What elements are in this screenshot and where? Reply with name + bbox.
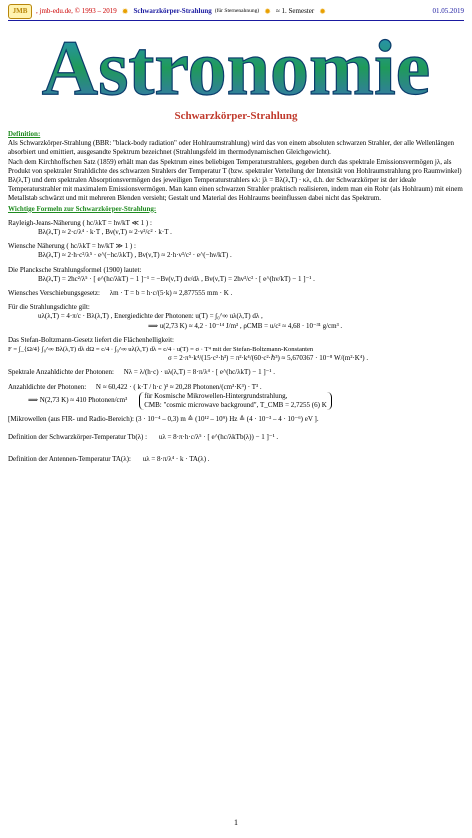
density-equation-2: ⟹ u(2,73 K) ≈ 4,2 · 10⁻¹⁴ J/m³ , ρCMB = u/c² ≈ 4,68 · 10⁻³¹ g/cm³ . <box>148 321 343 330</box>
definition-heading: Definition: <box>8 130 41 138</box>
microwave-range: [Mikrowellen (aus FIR- und Radio-Bereich): (3 · 10⁻⁴ – 0,3) m ≙ (10¹² – 10⁹) Hz ≙ (4 · 10⁻³ – 4 · 10⁻⁶) eV ]. <box>8 415 319 424</box>
main-content <box>8 130 464 464</box>
count-label: Anzahldichte der Photonen: <box>8 382 87 391</box>
tb-row <box>8 433 464 442</box>
sigma-equation: σ = 2·π⁵·k⁴/(15·c²·h³) = π²·k⁴/(60·c²·ℏ³) ≈ 5,670367 · 10⁻⁸ W/(m²·K⁴) . <box>168 354 369 363</box>
sb-equation: F = ∫_{Ω/4} ∫₀^∞ Bλ(λ,T) dλ dΩ = c/4 · ∫₀^∞ uλ(λ,T) dλ = c/4 · u(T) = σ · T⁴ mit der Stefan-Boltzmann-Konstanten <box>8 346 314 354</box>
ta-row <box>8 455 464 464</box>
ta-equation: uλ = 8·π/λ⁴ · k · TA(λ) . <box>142 454 210 463</box>
header-audience: ≈ 1. Semester <box>275 7 315 15</box>
jmb-logo: JMB <box>8 4 32 19</box>
sun-icon: ✹ <box>121 6 129 16</box>
page-number: 1 <box>234 818 238 827</box>
subtitle: Schwarzkörper-Strahlung <box>174 110 298 122</box>
wien-shift-label: Wiensches Verschiebungsgesetz: <box>8 289 100 298</box>
planck-label: Die Plancksche Strahlungsformel (1900) lautet: <box>8 265 142 274</box>
header-rule <box>8 20 464 21</box>
sb-label: Das Stefan-Boltzmann-Gesetz liefert die Flächenhelligkeit: <box>8 335 174 344</box>
count-equation-2: ⟹ N(2,73 K) ≈ 410 Photonen/cm³ <box>28 396 128 405</box>
wien-shift-row <box>8 289 464 298</box>
photon-row <box>8 368 464 377</box>
header-date: 01.05.2019 <box>432 7 464 15</box>
tb-label: Definition der Schwarzkörper-Temperatur Tb(λ) : <box>8 433 148 442</box>
photon-equation: Nλ = λ/(h·c) · uλ(λ,T) = 8·π/λ⁴ · [ e^(hc/λkT) − 1 ]⁻¹ . <box>123 368 275 377</box>
cmb-note-1: für Kosmische Mikrowellen-Hintergrundstrahlung, <box>144 391 288 400</box>
cmb-note <box>139 392 332 410</box>
rayleigh-equation: Bλ(λ,T) ≈ 2·c/λ⁴ · k·T , Bν(ν,T) ≈ 2·ν²/c² · k·T . <box>38 228 172 237</box>
photon-label: Spektrale Anzahldichte der Photonen: <box>8 368 114 377</box>
rayleigh-row <box>8 219 464 228</box>
header-author: , jmb-edu.de, © 1993 – 2019 <box>36 7 117 15</box>
title-graphic <box>36 24 436 106</box>
definition-text-1: Als Schwarzkörper-Strahlung (BBR: "black-body radiation" oder Hohlraumstrahlung) wird das von einem absoluten schwarzen Strahler, der alle Wellenlängen absorbiert und emittiert, ausgesandte Spektrum bezeichnet (Strahlungsfeld im thermodynamischen Gleichgewicht). <box>8 139 455 157</box>
formulas-heading: Wichtige Formeln zur Schwarzkörper-Strahlung: <box>8 204 157 213</box>
title-text: Astronomie <box>41 24 431 106</box>
cmb-note-2: CMB: "cosmic microwave background", T_CMB = 2,7255 (6) K <box>144 401 327 410</box>
count-row <box>8 383 464 392</box>
wien-condition: ( hc/λkT = hν/kT ≫ 1 ) : <box>66 242 136 251</box>
ta-label: Definition der Antennen-Temperatur TA(λ): <box>8 454 131 463</box>
sun-icon: ✹ <box>319 6 326 16</box>
definition-text-2: Nach dem Kirchhoffschen Satz (1859) erhält man das Spektrum eines beliebigen Temperaturstrahlers, gegeben durch das spektrale Emissionsvermögen jλ, als Produkt von spektraler Strahldichte des schwarzen Strahlers der Temperatur T (bzw. spektraler Verteilung der Intensität von Hohlraumstrahlung pro Raumwinkel) Bλ(λ,T) und dem spektralen Absorptionsvermögen des jeweiligen Temperaturstrahlers κλ: jλ = Bλ(λ,T) · κλ, d.h. der Schwarzkörper ist der ideale Temperaturstrahler mit maximalem Emissionsvermögen. Man kann einen schwarzen Strahler praktisch realisieren, indem man ein Rohr (als Hohlraum) mit einem Metallstab schwärzt und mit mehreren Blenden versieht; Gestalt und Material des Hohlraums beeinflussen dabei nicht das Spektrum. <box>8 157 463 203</box>
sun-icon: ✹ <box>264 6 271 16</box>
rayleigh-label: Rayleigh-Jeans-Näherung <box>8 218 81 227</box>
page-header <box>8 3 464 19</box>
wien-equation: Bλ(λ,T) ≈ 2·h·c²/λ⁵ · e^(−hc/λkT) , Bν(ν,T) ≈ 2·h·ν³/c² · e^(−hν/kT) . <box>38 251 232 260</box>
tb-equation: uλ = 8·π·h·c/λ⁵ · [ e^(hc/λkTb(λ)) − 1 ]⁻¹ . <box>158 433 279 442</box>
wien-label: Wiensche Näherung <box>8 242 65 251</box>
count-equation: N ≈ 60,422 · ( k·T / h·c )³ ≈ 20,28 Photonen/(cm³·K³) · T³ . <box>95 382 262 391</box>
wien-shift-equation: λm · T = b = h·c/(5·k) ≈ 2,877555 mm · K . <box>109 289 233 298</box>
density-equation: uλ(λ,T) = 4·π/c · Bλ(λ,T) , Energiedichte der Photonen: u(T) = ∫₀^∞ uλ(λ,T) dλ , <box>38 312 263 321</box>
planck-equation: Bλ(λ,T) = 2hc²/λ⁵ · [ e^(hc/λkT) − 1 ]⁻¹ = −Bν(ν,T) dν/dλ , Bν(ν,T) = 2hν³/c² · [ e^(hν/kT) − 1 ]⁻¹ . <box>38 274 315 283</box>
header-topic-note: (für Sternenahnung) <box>214 8 260 14</box>
cmb-row <box>8 392 464 410</box>
rayleigh-condition: ( hc/λkT = hν/kT ≪ 1 ) : <box>82 218 152 227</box>
density-label: Für die Strahlungsdichte gilt: <box>8 303 90 312</box>
header-topic: Schwarzkörper-Strahlung <box>133 7 212 15</box>
wien-row <box>8 242 464 251</box>
page-title <box>0 24 472 106</box>
